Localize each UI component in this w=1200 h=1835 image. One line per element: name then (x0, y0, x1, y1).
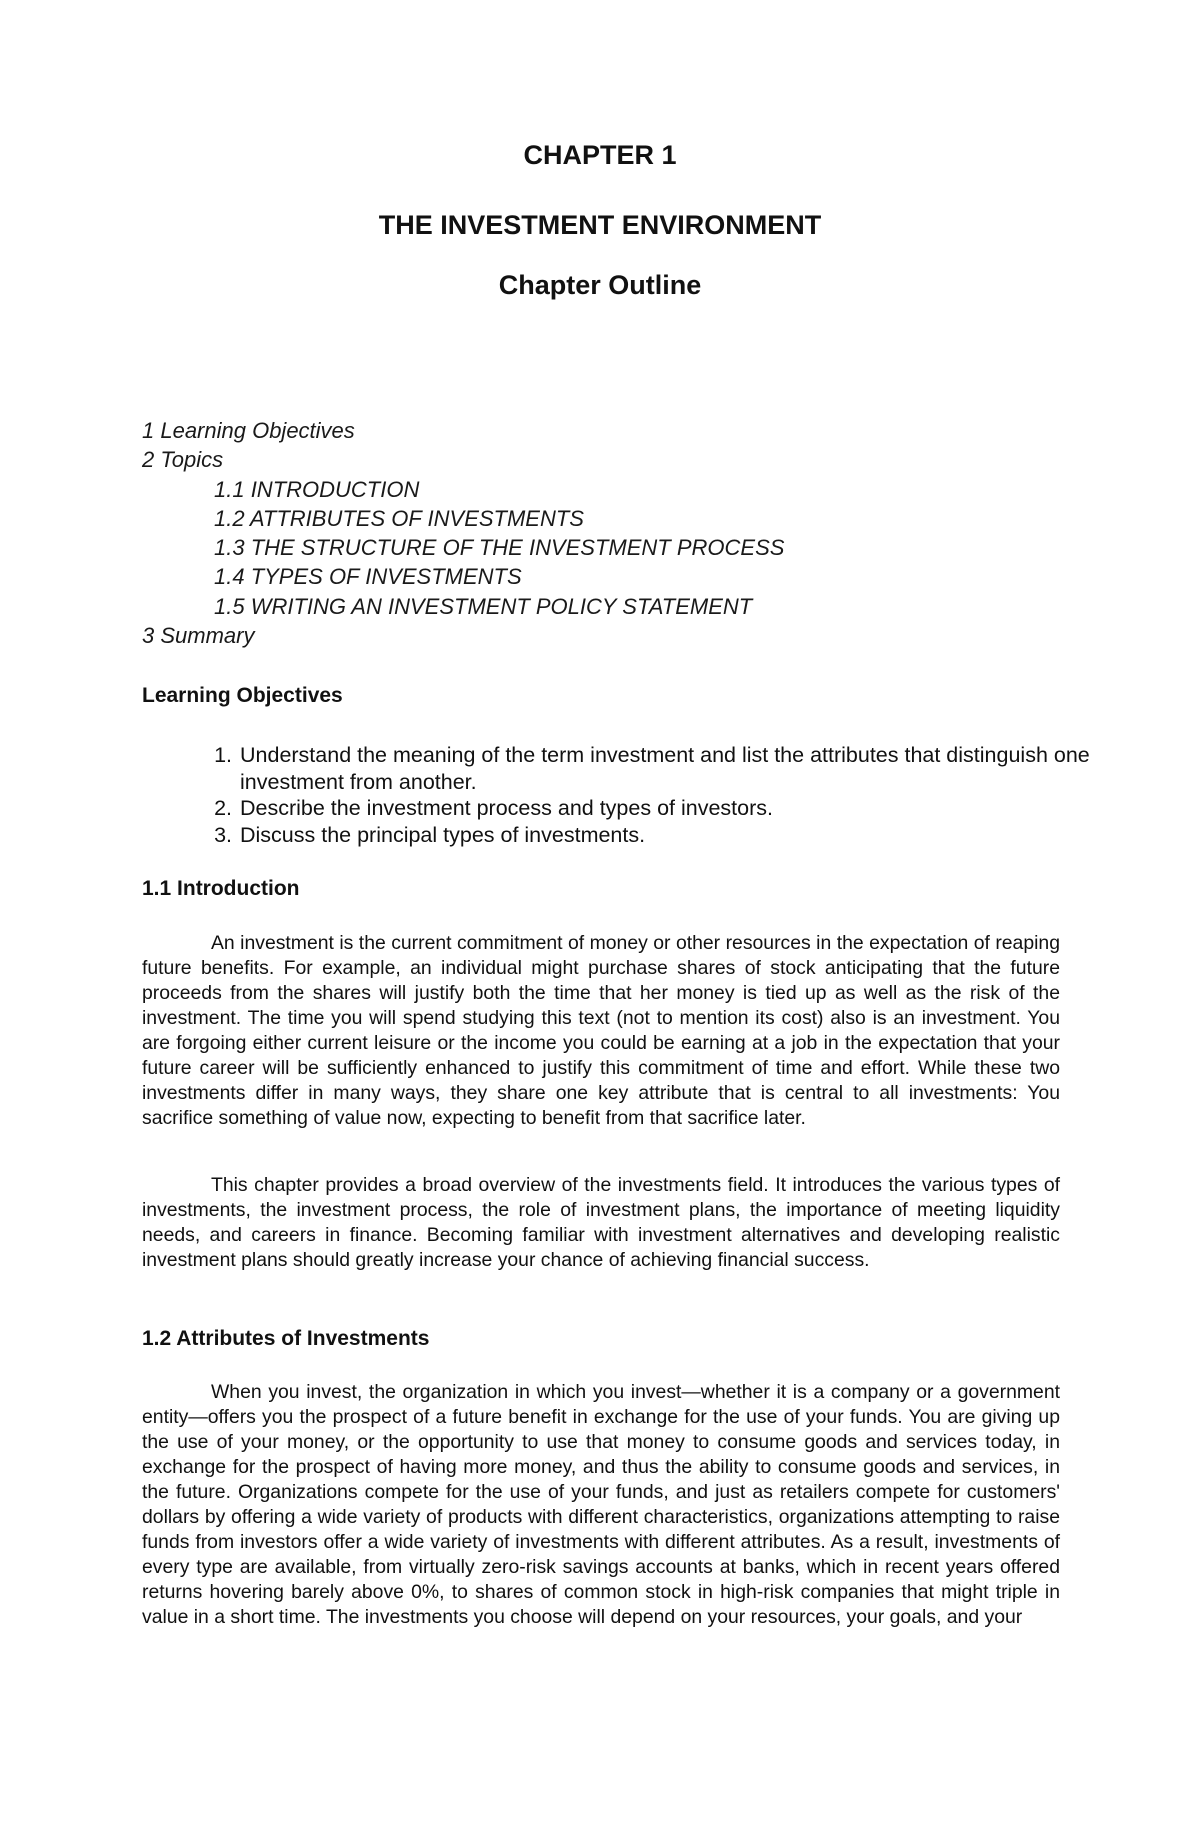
outline-item: 1 Learning Objectives (142, 418, 355, 443)
outline-subitem: 1.1 INTRODUCTION (214, 476, 420, 502)
objective-item: 2. Describe the investment process and types of investors. (238, 795, 1098, 822)
introduction-heading: 1.1 Introduction (142, 877, 300, 900)
chapter-number: CHAPTER 1 (523, 140, 677, 170)
outline-item: 3 Summary (142, 623, 255, 649)
outline-item: 2 Topics (142, 447, 224, 473)
attributes-paragraph: When you invest, the organization in which you invest—whether it is a company or a government entity—offers you the prospect of a future benefit in exchange for the use of your funds. You are giving up the use of your money, or the opportunity to use that money to consume goods and services today, in exchange for the prospect of having more money, and thus the ability to consume goods and services, in the future. Organizations compete for the use of your funds, and just as retailers compete for customers' dollars by offering a wide variety of products with different characteristics, organizations attempting to raise funds from investors offer a wide variety of investments with different attributes. As a result, investments of every type are available, from virtually zero-risk savings accounts at banks, which in recent years offered returns hovering barely above 0%, to shares of common stock in high-risk companies that might triple in value in a short time. The investments you choose will depend on your resources, your goals, and your (142, 1381, 1060, 1628)
chapter-outline-list (142, 416, 784, 650)
introduction-paragraph: This chapter provides a broad overview of the investments field. It introduces the various types of investments, the investment process, the role of investment plans, the importance of meeting liquidity needs, and careers in finance. Becoming familiar with investment alternatives and developing realistic investment plans should greatly increase your chance of achieving financial success. (142, 1174, 1060, 1271)
outline-subitem: 1.5 WRITING AN INVESTMENT POLICY STATEMENT (214, 593, 753, 619)
attributes-heading: 1.2 Attributes of Investments (142, 1327, 430, 1350)
introduction-paragraph: An investment is the current commitment of money or other resources in the expectation of reaping future benefits. For example, an individual might purchase shares of stock anticipating that the future proceeds from the shares will justify both the time that her money is tied up as well as the risk of the investment. The time you will spend studying this text (not to mention its cost) also is an investment. You are forgoing either current leisure or the income you could be earning at a job in the expectation that your future career will be sufficiently enhanced to justify this commitment of time and effort. While these two investments differ in many ways, they share one key attribute that is central to all investments: You sacrifice something of value now, expecting to benefit from that sacrifice later. (142, 932, 1060, 1129)
objective-item: 1. Understand the meaning of the term investment and list the attributes that distinguish one investment from another. (238, 742, 1098, 795)
outline-subitem: 1.4 TYPES OF INVESTMENTS (214, 564, 522, 590)
objective-item: 3. Discuss the principal types of investments. (238, 822, 1098, 849)
learning-objectives-heading: Learning Objectives (142, 684, 343, 707)
chapter-outline-title: Chapter Outline (498, 270, 702, 300)
outline-subitem: 1.3 THE STRUCTURE OF THE INVESTMENT PROCESS (214, 535, 785, 561)
outline-subitem: 1.2 ATTRIBUTES OF INVESTMENTS (214, 505, 584, 531)
learning-objectives-list (210, 742, 1098, 848)
chapter-title: THE INVESTMENT ENVIRONMENT (378, 210, 822, 240)
